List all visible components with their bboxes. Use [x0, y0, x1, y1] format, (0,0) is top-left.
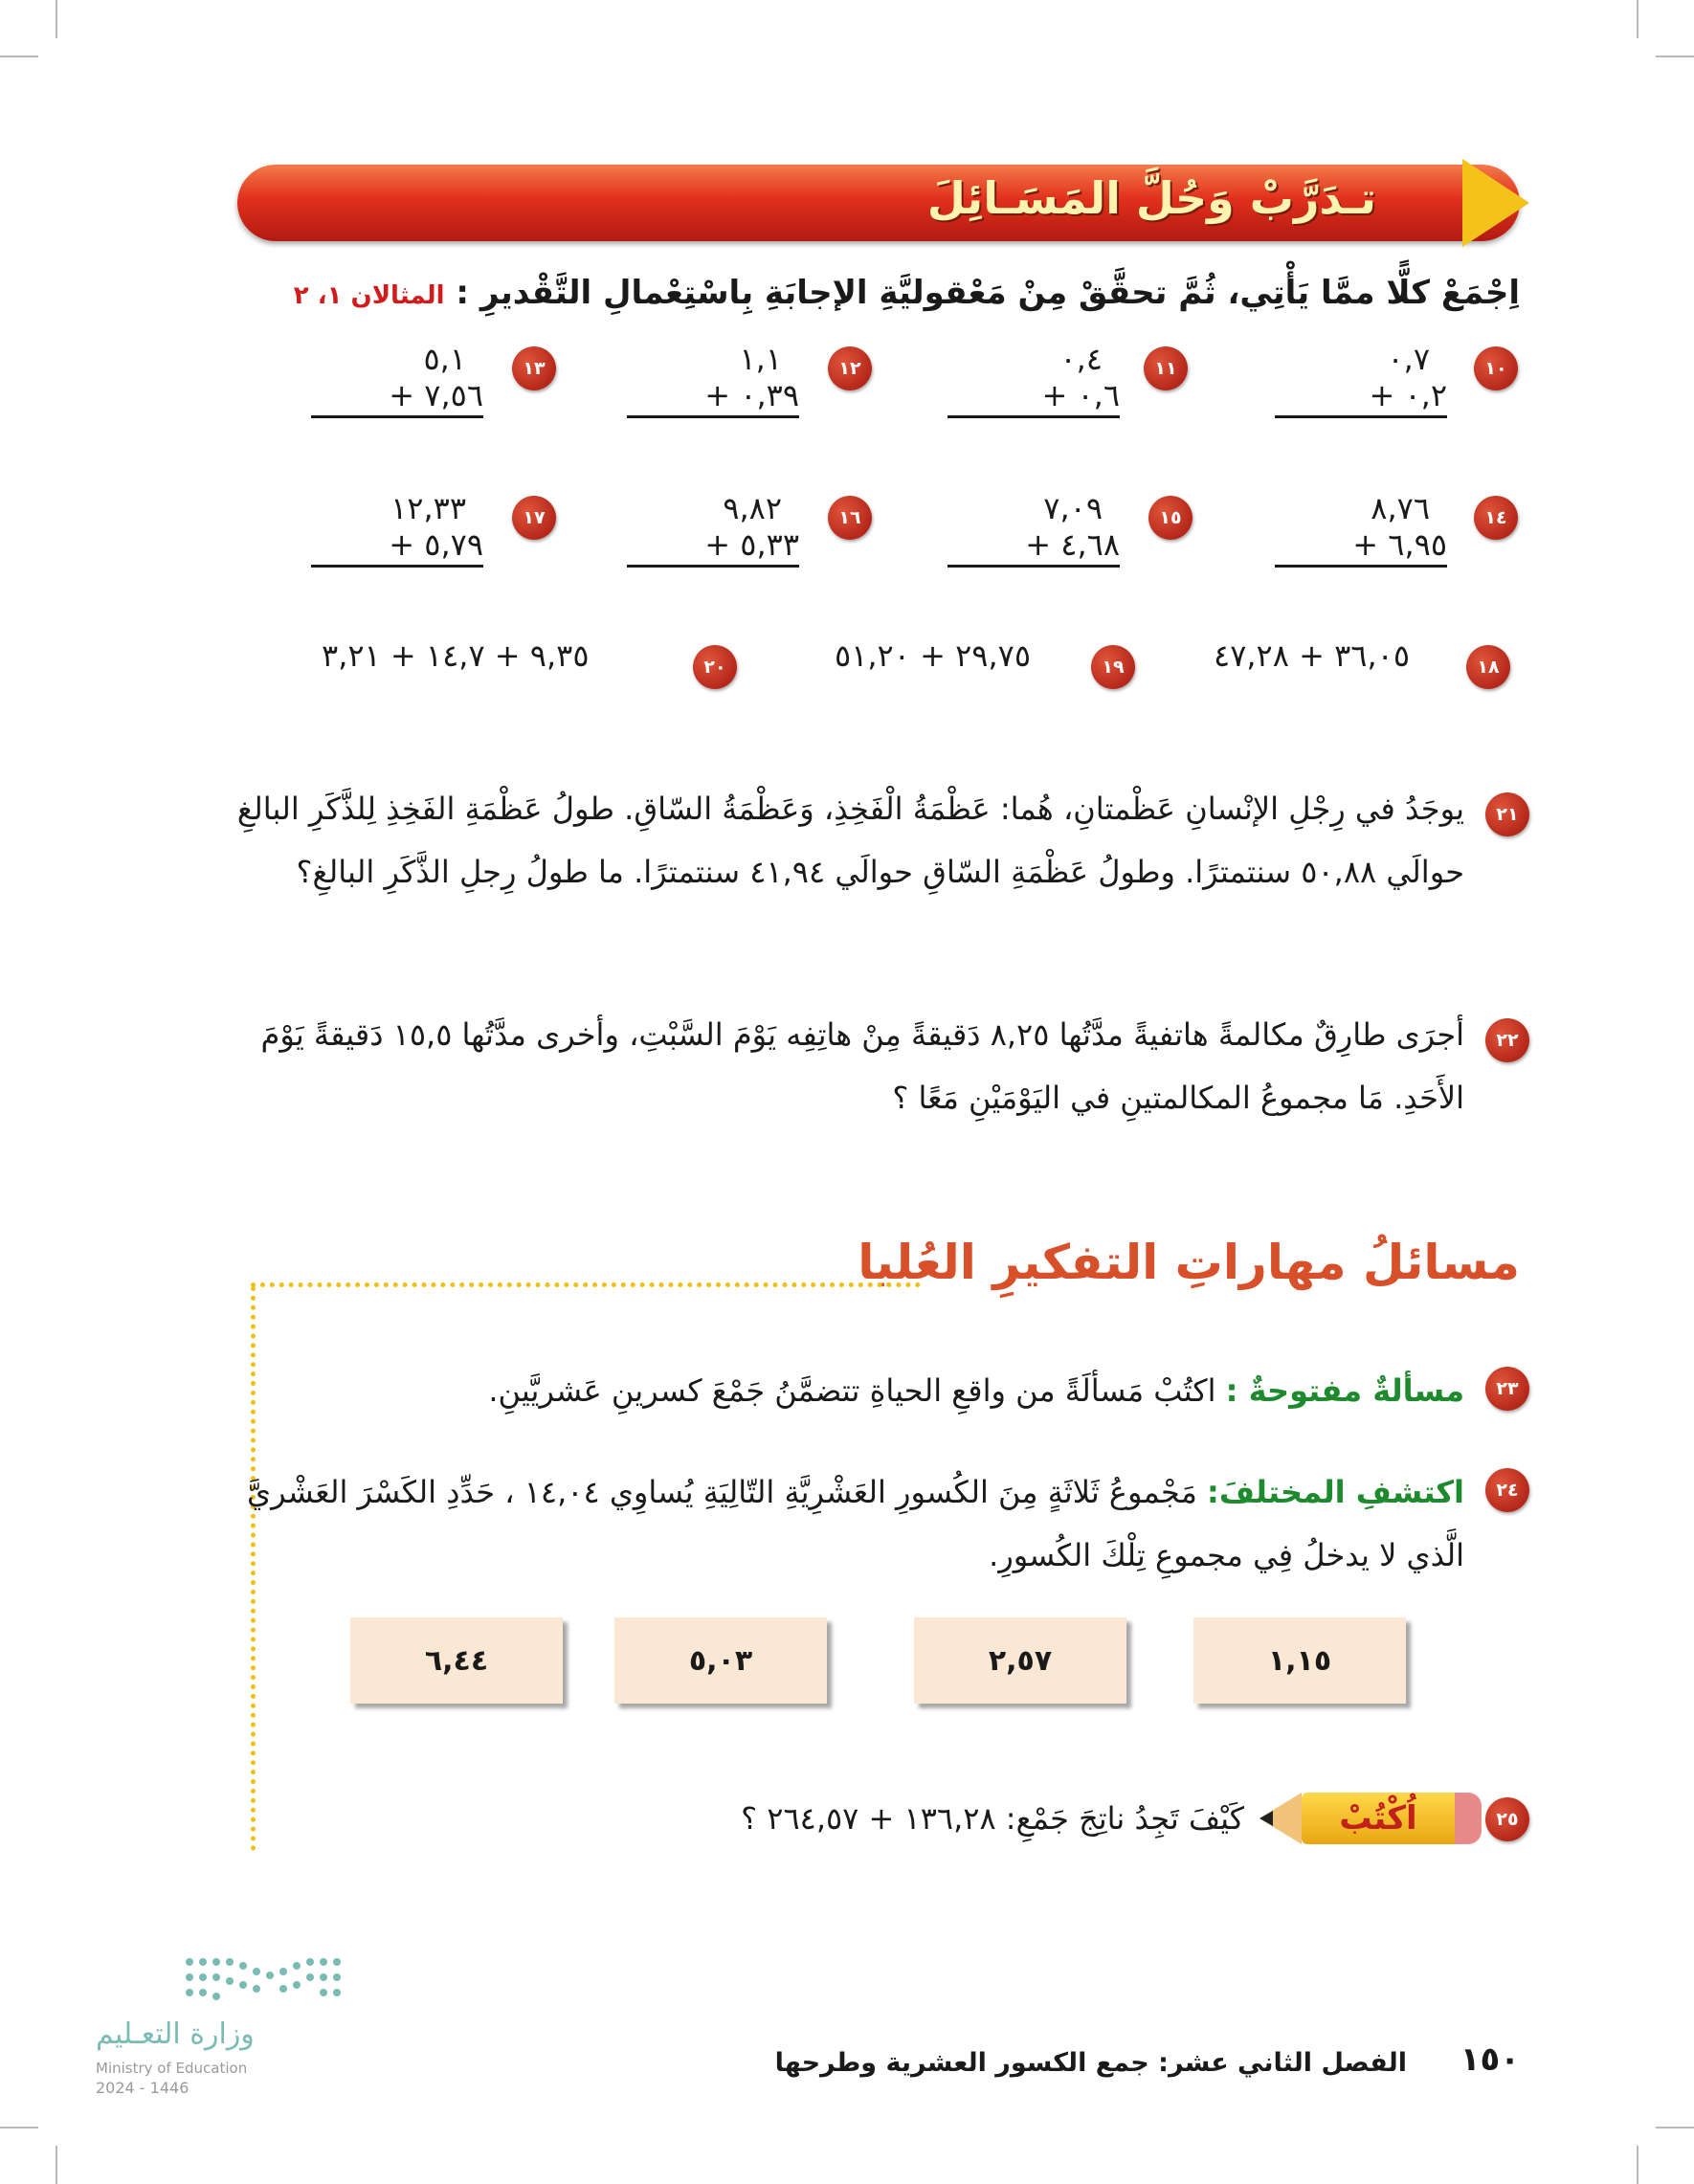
problem-number: ١٨: [1466, 645, 1510, 689]
trim-mark: [0, 2127, 38, 2128]
decimal-card: ٦,٤٤: [350, 1617, 563, 1704]
ministry-name-ar: وزارة التعـليم: [96, 2017, 255, 2051]
section-banner: [237, 165, 1520, 241]
chapter-title: جمع الكسور العشرية وطرحها: [774, 2048, 1149, 2078]
problem-number: ١٩: [1091, 645, 1135, 689]
hots-label: مسألةٌ مفتوحةٌ :: [1225, 1372, 1464, 1409]
write-tag: اُكْتُبْ: [1302, 1793, 1455, 1844]
instruction-ref: المثالان ١، ٢: [293, 281, 445, 310]
problem-number: ١١: [1144, 346, 1188, 390]
hots-title: مسائلُ مهاراتِ التفكيرِ العُليا: [858, 1235, 1520, 1290]
pencil-lead-icon: [1259, 1811, 1273, 1826]
horizontal-problem: ٢٩,٧٥ + ٥١,٢٠: [835, 637, 1031, 674]
instruction-text: اِجْمَعْ كلًّا ممَّا يَأْتِي، ثُمَّ تحقَّقْ مِنْ مَعْقوليَّةِ الإجابَةِ بِاسْتِعْمالِ التَّقْديرِ :: [456, 274, 1520, 312]
addend-bottom: + ٥,٧٩: [311, 526, 483, 568]
trim-mark: [0, 56, 38, 57]
addend-top: ١,١: [739, 341, 782, 377]
addend-top: ٨,٧٦: [1371, 490, 1430, 526]
pencil-eraser-icon: [1453, 1793, 1482, 1844]
vertical-problem: [947, 490, 1120, 568]
word-problem-line: يوجَدُ في رِجْلِ الإنْسانِ عَظْمتانِ، هُما: عَظْمَةُ الْفَخِذِ، وَعَظْمَةُ السّاقِ. طولُ عَظْمَةِ الفَخِذِ لِلذَّكَرِ البالغِ: [236, 791, 1464, 827]
addend-bottom: + ٠,٦: [947, 377, 1120, 418]
trim-mark: [1637, 0, 1638, 38]
ministry-name-en: Ministry of Education: [96, 2060, 248, 2077]
word-problem-line: الأَحَدِ. مَا مجموعُ المكالمتينِ في اليَوْمَيْنِ مَعًا ؟: [892, 1080, 1464, 1116]
page-number: ١٥٠: [1460, 2040, 1520, 2079]
hots-label: اكتشفِ المختلفَ:: [1207, 1474, 1464, 1510]
trim-mark: [1637, 2146, 1638, 2184]
addend-bottom: + ٧,٥٦: [311, 377, 483, 418]
problem-number: ٢٠: [693, 645, 737, 689]
trim-mark: [56, 2146, 57, 2184]
addend-top: ٩,٨٢: [723, 490, 782, 526]
chapter-label: الفصل الثاني عشر:: [1158, 2048, 1407, 2078]
problem-number: ١٦: [828, 496, 872, 540]
vertical-problem: [311, 490, 483, 568]
ministry-logo-icon: [182, 1952, 345, 2006]
problem-number: ٢٢: [1485, 1018, 1529, 1062]
trim-mark: [1656, 56, 1694, 57]
hots-text: اكتُبْ مَسألَةً من واقعِ الحياةِ تتضمَّنُ جَمْعَ كسرينِ عَشريَّينِ.: [488, 1372, 1216, 1409]
decimal-card: ١,١٥: [1193, 1617, 1406, 1704]
horizontal-problem: ٩,٣٥ + ١٤,٧ + ٣,٢١: [322, 637, 590, 674]
addend-bottom: + ٠,٢: [1275, 377, 1447, 418]
chapter-footer: [775, 2048, 1407, 2078]
addend-top: ٠,٧: [1387, 341, 1430, 377]
banner-arrow-icon: [1462, 159, 1529, 247]
vertical-problem: [311, 341, 483, 418]
problem-number: ٢٤: [1485, 1468, 1529, 1512]
problem-number: ١٢: [828, 346, 872, 390]
vertical-problem: [627, 490, 799, 568]
trim-mark: [1656, 2127, 1694, 2128]
section-title: تـدَرَّبْ وَحُلَّ المَسَـائِلَ: [926, 172, 1376, 224]
problem-number: ١٥: [1148, 496, 1192, 540]
write-problem-text: كَيْفَ تَجِدُ ناتِجَ جَمْعِ: ١٣٦,٢٨ + ٢٦٤,٥٧ ؟: [741, 1800, 1244, 1837]
addend-top: ٠,٤: [1059, 341, 1103, 377]
horizontal-problem: ٣٦,٠٥ + ٤٧,٢٨: [1214, 637, 1410, 674]
hots-problem: [201, 1460, 1464, 1587]
problem-number: ٢٥: [1485, 1797, 1529, 1841]
hots-text: مَجْموعُ ثَلاثَةٍ مِنَ الكُسورِ العَشْرِيَّةِ التّالِيَةِ يُساوِي ١٤,٠٤ ، حَدِّدِ الكَسْرَ العَشْريَّ: [247, 1474, 1197, 1510]
addend-bottom: + ٥,٣٣: [627, 526, 799, 568]
word-problem: [191, 777, 1464, 903]
instruction: [180, 274, 1520, 312]
decimal-card: ٥,٠٣: [614, 1617, 827, 1704]
problem-number: ١٣: [512, 346, 556, 390]
vertical-problem: [1275, 490, 1447, 568]
hots-text: الَّذي لا يدخلُ فِي مجموعِ تِلْكَ الكُسورِ.: [989, 1537, 1464, 1573]
problem-number: ٢٣: [1485, 1367, 1529, 1411]
dotted-rule: [251, 1282, 921, 1287]
trim-mark: [56, 0, 57, 38]
word-problem-line: حوالَي ٥٠,٨٨ سنتمترًا. وطولُ عَظْمَةِ السّاقِ حوالَي ٤١,٩٤ سنتمترًا. ما طولُ رِجلِ الذَّكَرِ البالغِ؟: [296, 854, 1464, 890]
decimal-card: ٢,٥٧: [914, 1617, 1126, 1704]
vertical-problem: [947, 341, 1120, 418]
vertical-problem: [1275, 341, 1447, 418]
problem-number: ٢١: [1485, 792, 1529, 836]
problem-number: ١٧: [512, 496, 556, 540]
addend-top: ٥,١: [423, 341, 466, 377]
addend-top: ١٢,٣٣: [390, 490, 466, 526]
addend-bottom: + ٤,٦٨: [947, 526, 1120, 568]
addend-top: ٧,٠٩: [1043, 490, 1103, 526]
ministry-year: 2024 - 1446: [96, 2079, 189, 2097]
addend-bottom: + ٦,٩٥: [1275, 526, 1447, 568]
word-problem: [191, 1003, 1464, 1129]
addend-bottom: + ٠,٣٩: [627, 377, 799, 418]
hots-problem: [220, 1359, 1464, 1422]
problem-number: ١٠: [1474, 346, 1518, 390]
vertical-problem: [627, 341, 799, 418]
word-problem-line: أجرَى طارِقٌ مكالمةً هاتفيةً مدَّتُها ٨,٢٥ دَقيقةً مِنْ هاتِفِه يَوْمَ السَّبْتِ، وأخرى مدَّتُها ١٥,٥ دَقيقةً يَوْمَ: [260, 1016, 1464, 1053]
problem-number: ١٤: [1474, 496, 1518, 540]
